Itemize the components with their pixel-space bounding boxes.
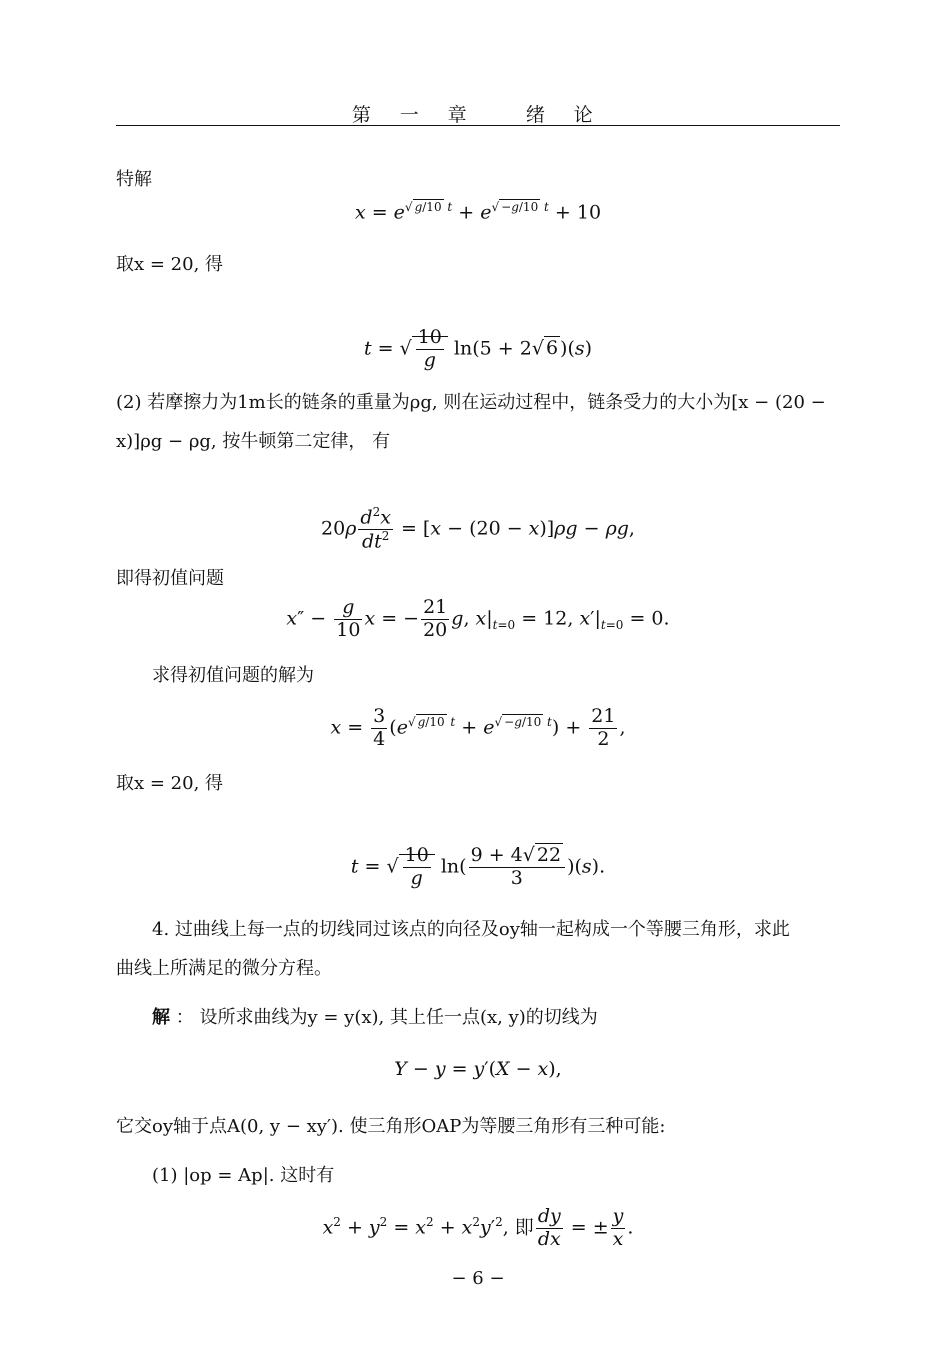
equation-ivp: x″ − $\frac{g}{10}$ x = − $\frac{21}{20}$ g, $x|_{t=0} = 12$, $x'|_{t=0} = 0$. xyxy=(286,596,670,641)
solution-label: 解 xyxy=(152,1007,170,1028)
text-take-x-1: 取x = 20, 得 xyxy=(116,254,224,275)
solution-text: ： 设所求曲线为y = y(x), 其上任一点(x, y)的切线为 xyxy=(175,1007,598,1028)
equation-ivp-solution: x = $\frac{3}{4}$ $(e^{√ g/10 t} + e^{√ -g/10 t})$ + $\frac{21}{2}$ , xyxy=(330,705,626,750)
text-solution-line xyxy=(152,1001,840,1035)
equation-t-1: t = √ $\frac{10}{g}$ ln(5 + 2√ 6 )(s) xyxy=(363,326,593,371)
text-take-x-2: 取x = 20, 得 xyxy=(116,773,224,794)
equation-newton: 20ρ $\frac{d^2x}{dt^2}$ = [x − (20 − x)]ρg − ρg, xyxy=(321,505,635,553)
text-ivp: 即得初值问题 xyxy=(116,568,224,589)
chapter-header: 第 一 章 绪 论 xyxy=(351,104,605,126)
text-q4-line2: 曲线上所满足的微分方程。 xyxy=(116,958,332,979)
text-q2-line2: x)]ρg − ρg, 按牛顿第二定律， 有 xyxy=(116,431,391,452)
equation-particular-solution: $x = e^{√ g/10 t} + e^{√ -g/10 t} + 10$ xyxy=(354,200,602,224)
text-particular: 特解 xyxy=(116,169,152,190)
equation-tangent: Y − y = y′(X − x), xyxy=(394,1058,562,1080)
header-rule xyxy=(116,125,840,126)
equation-t-2: t = √ $\frac{10}{g}$ ln( $\frac{9 + 4√ 22}{3}$ )(s). xyxy=(350,844,606,889)
page-number: − 6 − xyxy=(451,1268,505,1289)
text-q4-line1: 4. 过曲线上每一点的切线同过该点的向径及oy轴一起构成一个等腰三角形，求此 xyxy=(152,919,790,940)
text-case1: (1) |op = Ap|. 这时有 xyxy=(152,1165,335,1186)
text-solve: 求得初值问题的解为 xyxy=(152,665,314,686)
equation-case1: $x^2 + y^2 = x^2 + x^2y'^2$, 即 $\frac{dy}{dx}$ = ± $\frac{y}{x}$ . xyxy=(322,1205,634,1250)
text-q2-line1: (2) 若摩擦力为1m长的链条的重量为ρg, 则在运动过程中，链条受力的大小为[x − (20 − xyxy=(116,392,826,413)
text-intersect: 它交oy轴于点A(0, y − xy′). 使三角形OAP为等腰三角形有三种可能: xyxy=(116,1116,666,1137)
